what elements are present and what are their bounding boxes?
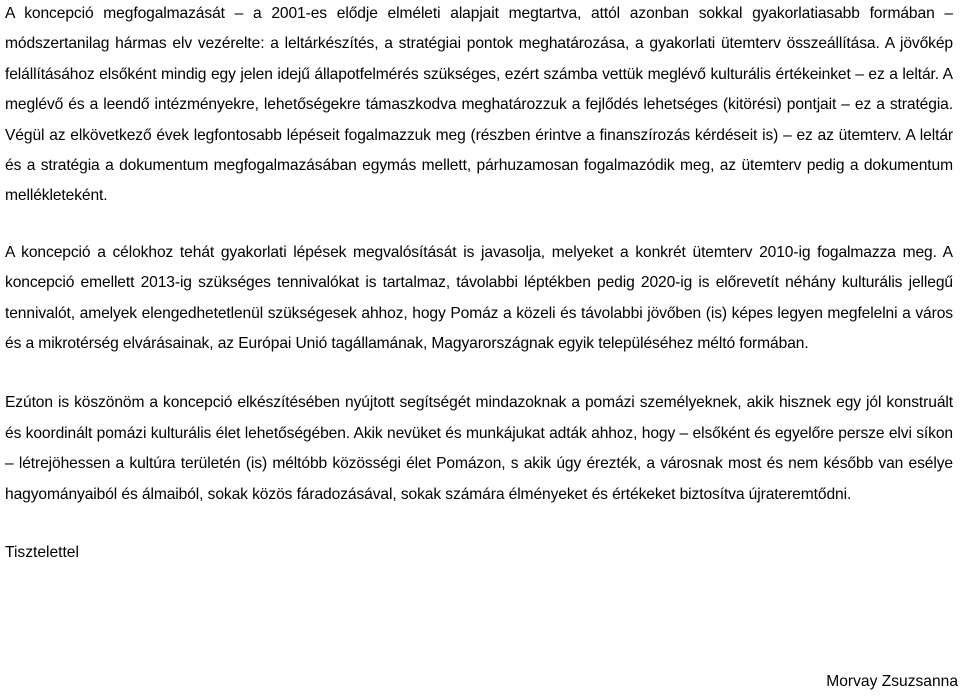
signature-name: Morvay Zsuzsanna [826,673,958,690]
paragraph-methodology: A koncepció megfogalmazását – a 2001-es elődje elméleti alapjait megtartva, attól azonban sokkal gyakorlatiasabb formában – módszertanilag hármas elv vezérelte: a leltárkészítés, a stratégiai pontok meghatározása, a gyakorlati ütemterv összeállítása. A jövőkép felállításához elsőként mindig egy jelen idejű állapotfelmérés szükséges, ezért számba vettük meglévő kulturális értékeinket – ez a leltár. A meglévő és a leendő intézményekre, lehetőségekre támaszkodva meghatározzuk a fejlődés lehetséges (kitörési) pontjait – ez a stratégia. Végül az elkövetkező évek legfontosabb lépéseit fogalmazzuk meg (részben érintve a finanszírozás kérdéseit is) – ez az ütemterv. A leltár és a stratégia a dokumentum megfogalmazásában egymás mellett, párhuzamosan fogalmazódik meg, az ütemterv pedig a dokumentum mellékleteként. [5,5,953,205]
paragraph-goals: A koncepció a célokhoz tehát gyakorlati lépések megvalósítását is javasolja, melyeket a konkrét ütemterv 2010-ig fogalmazza meg. A koncepció emellett 2013-ig szükséges tennivalókat is tartalmaz, távolabbi léptékben pedig 2020-ig is előrevetít néhány kulturális jellegű tennivalót, amelyek elengedhetetlenül szükségesek ahhoz, hogy Pomáz a közeli és távolabbi jövőben (is) képes legyen megfelelni a város és a mikrotérség elvárásainak, az Európai Unió tagállamának, Magyarországnak egyik településéhez méltó formában. [5,243,953,353]
paragraph-thanks: Ezúton is köszönöm a koncepció elkészítésében nyújtott segítségét mindazoknak a pomázi személyeknek, akik hisznek egy jól konstruált és koordinált pomázi kulturális élet lehetőségében. Akik nevüket és munkájukat adták ahhoz, hogy – elsőként és egyelőre persze elvi síkon – létrejöhessen a kultúra területén (is) méltóbb közösségi élet Pomázon, s akik úgy érezték, a városnak most és nem később van esélye hagyományaiból és álmaiból, sokak közös fáradozásával, sokak számára élményeket és értékeket biztosítva újrateremtődni. [5,394,953,503]
document-page [5,0,953,568]
closing-salutation: Tisztelettel [5,544,79,562]
